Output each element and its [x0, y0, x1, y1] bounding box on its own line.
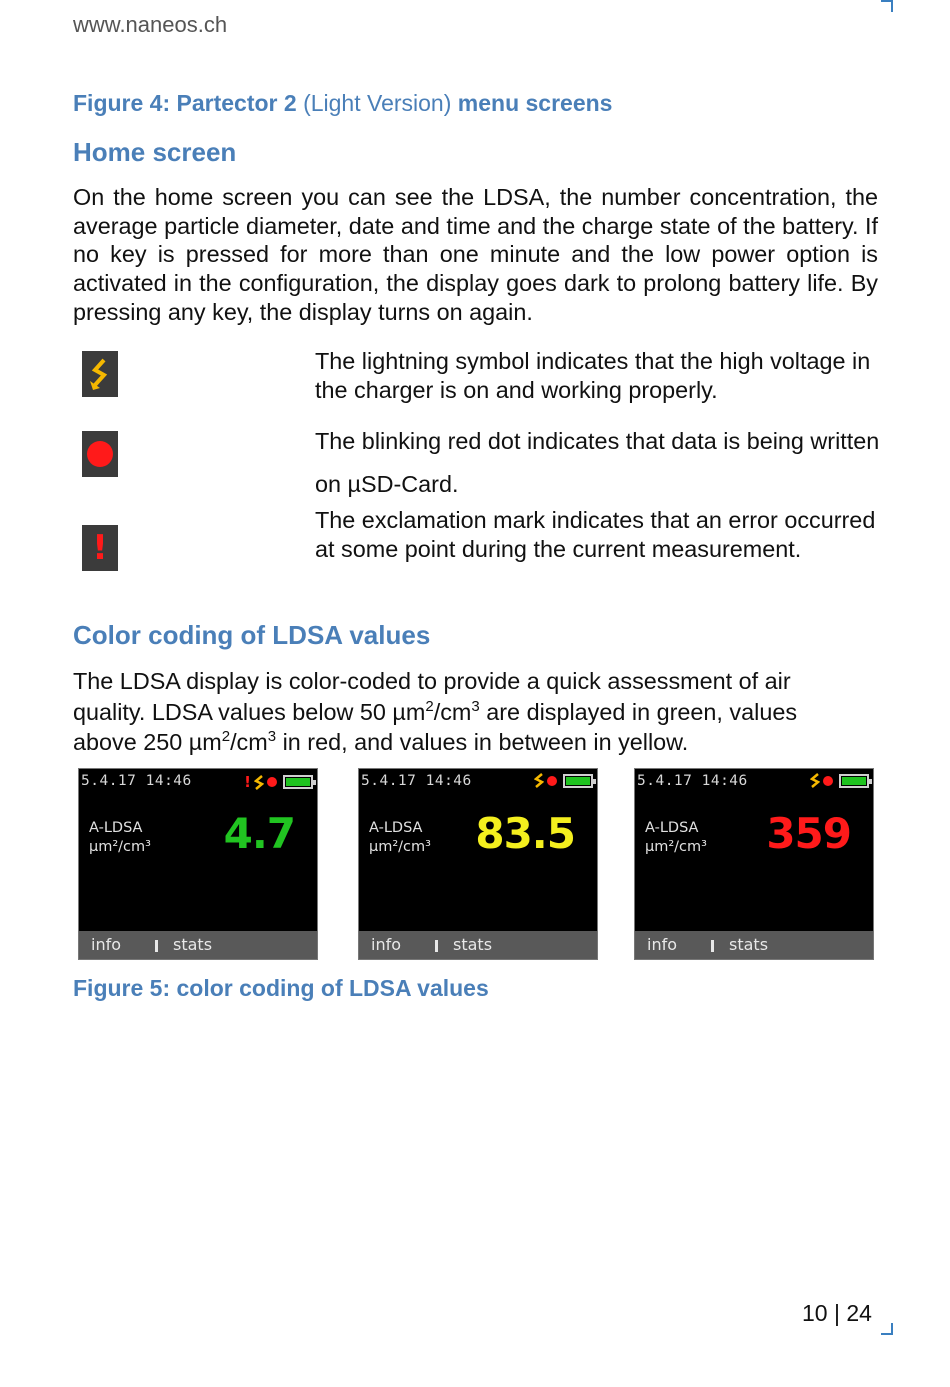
corner-mark-bottom	[881, 1323, 893, 1335]
ldsa-label-text: A-LDSA	[369, 820, 423, 836]
figure-4-suffix: menu screens	[457, 90, 613, 116]
softkey-stats[interactable]: stats	[173, 935, 213, 954]
battery-icon	[839, 774, 869, 788]
screen-status-icons	[244, 773, 313, 791]
color-coding-line-3: above 250 $\mu m^2/cm^3$ in red, and values in between in yellow.	[73, 728, 689, 755]
lightning-description: The lightning symbol indicates that the high voltage in the charger is on and working properly.	[315, 348, 871, 403]
ldsa-unit-text: µm²/cm³	[645, 839, 707, 855]
screen-softkey-bar	[79, 931, 317, 959]
ldsa-value: 359	[766, 809, 851, 858]
softkey-stats[interactable]: stats	[729, 935, 769, 954]
device-screen-yellow	[358, 768, 598, 960]
record-indicator-icon	[547, 776, 557, 786]
figure-5-caption: Figure 5: color coding of LDSA values	[73, 975, 489, 1001]
softkey-stats[interactable]: stats	[453, 935, 493, 954]
exclamation-icon: !	[82, 525, 118, 571]
ldsa-value: 83.5	[475, 809, 575, 858]
red-dot-icon	[82, 431, 118, 477]
screen-ldsa-label	[645, 819, 707, 857]
battery-icon	[563, 774, 593, 788]
softkey-separator	[155, 940, 158, 952]
softkey-info[interactable]: info	[91, 935, 122, 954]
screen-softkey-bar	[635, 931, 873, 959]
figure-4-prefix: Figure 4: Partector 2	[73, 90, 297, 116]
color-coding-line-2: quality. LDSA values below 50 $\mu m^2/cm^3$ are displayed in green, values	[73, 697, 798, 725]
softkey-separator	[711, 940, 714, 952]
screen-datetime: 5.4.17 14:46	[361, 773, 472, 789]
corner-mark-top	[881, 0, 893, 12]
color-coding-heading: Color coding of LDSA values	[73, 620, 431, 650]
ldsa-unit-text: µm²/cm³	[89, 839, 151, 855]
lightning-indicator-icon	[254, 775, 264, 790]
lightning-icon	[82, 351, 118, 397]
home-screen-paragraph: On the home screen you can see the LDSA, the number concentration, the average particle diameter, date and time and the charge state of the battery. If no key is pressed for more than one minute and the low power option is activated in the configuration, the display goes dark to prolong battery life. By pressing any key, the display turns on again.	[73, 184, 878, 325]
ldsa-unit-text: µm²/cm³	[369, 839, 431, 855]
figure-4-light: (Light Version)	[303, 90, 452, 116]
error-indicator-icon: !	[244, 773, 251, 791]
screen-datetime: 5.4.17 14:46	[637, 773, 748, 789]
softkey-separator	[435, 940, 438, 952]
softkey-info[interactable]: info	[647, 935, 678, 954]
red-dot-description: The blinking red dot indicates that data is being written on µSD-Card.	[315, 428, 880, 497]
screen-ldsa-label	[89, 819, 151, 857]
ldsa-label-text: A-LDSA	[645, 820, 699, 836]
color-coding-line-1: The LDSA display is color-coded to provide a quick assessment of air	[73, 668, 791, 694]
figure-4-caption	[73, 90, 612, 117]
home-screen-heading: Home screen	[73, 137, 237, 167]
record-indicator-icon	[267, 777, 277, 787]
ldsa-value: 4.7	[223, 809, 295, 858]
battery-icon	[283, 775, 313, 789]
lightning-indicator-icon	[810, 773, 820, 788]
screen-softkey-bar	[359, 931, 597, 959]
ldsa-label-text: A-LDSA	[89, 820, 143, 836]
screen-status-icons	[810, 773, 869, 788]
color-coding-paragraph	[73, 666, 878, 758]
lightning-indicator-icon	[534, 773, 544, 788]
screen-ldsa-label	[369, 819, 431, 857]
exclamation-description: The exclamation mark indicates that an error occurred at some point during the current measurement.	[315, 507, 876, 562]
device-screen-red	[634, 768, 874, 960]
screen-status-icons	[534, 773, 593, 788]
page-number: 10 | 24	[802, 1300, 872, 1326]
softkey-info[interactable]: info	[371, 935, 402, 954]
device-screen-green	[78, 768, 318, 960]
header-url: www.naneos.ch	[73, 12, 228, 37]
screen-datetime: 5.4.17 14:46	[81, 773, 192, 789]
record-indicator-icon	[823, 776, 833, 786]
